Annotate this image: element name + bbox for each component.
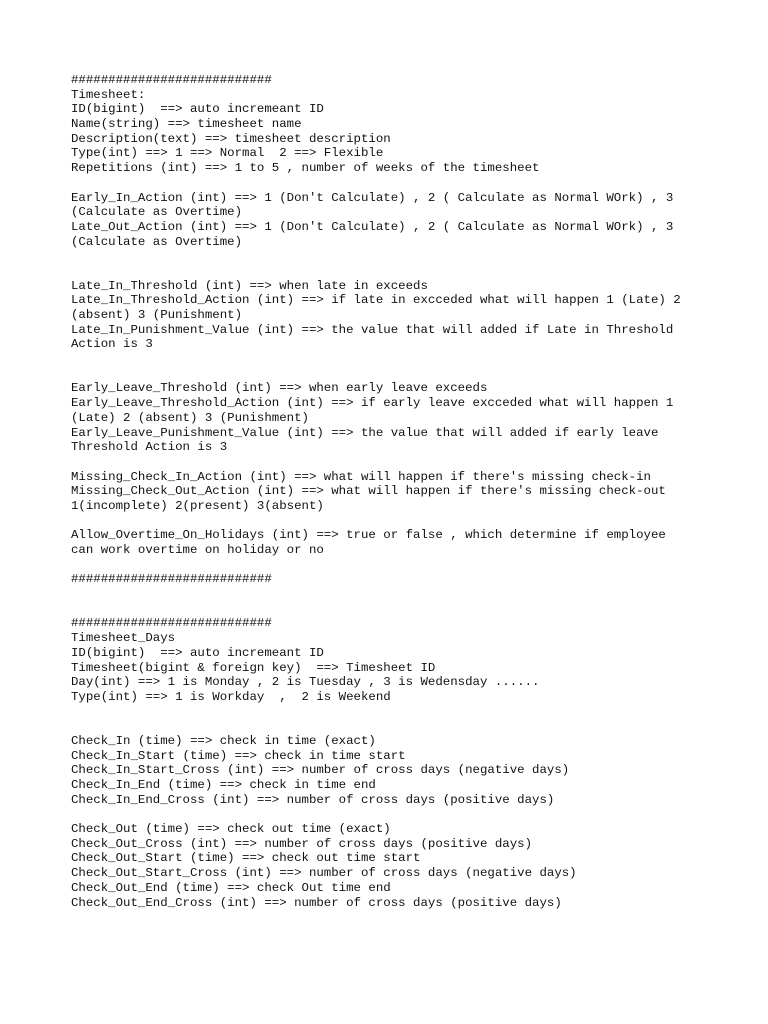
blank-line [71,719,731,734]
field-missing-check-out-action: Missing_Check_Out_Action (int) ==> what will happen if there's missing check-out [71,484,666,499]
blank-line [71,558,731,573]
separator-line: ########################### [71,73,272,87]
field-check-in-end: Check_In_End (time) ==> check in time end [71,778,376,792]
field-late-in-punishment-value: Late_In_Punishment_Value (int) ==> the value that will added if Late in Threshold [71,322,674,337]
field-late-out-action-cont: (Calculate as Overtime) [71,234,243,249]
field-missing-check-out-action-cont: 1(incomplete) 2(present) 3(absent) [71,498,324,513]
field-description: Description(text) ==> timesheet description [71,131,391,146]
blank-line [71,807,731,822]
field-early-leave-threshold: Early_Leave_Threshold (int) ==> when early leave exceeds [71,381,488,396]
blank-line [71,587,731,602]
field-days-day: Day(int) ==> 1 is Monday , 2 is Tuesday , 3 is Wedensday ...... [71,675,540,690]
blank-line [71,264,731,279]
field-late-out-action: Late_Out_Action (int) ==> 1 (Don't Calculate) , 2 ( Calculate as Normal WOrk) , 3 [71,219,674,234]
field-missing-check-in-action: Missing_Check_In_Action (int) ==> what will happen if there's missing check-in [71,469,651,484]
field-check-in: Check_In (time) ==> check in time (exact) [71,733,376,748]
blank-line [71,455,731,470]
field-early-leave-threshold-action: Early_Leave_Threshold_Action (int) ==> if early leave excceded what will happen 1 [71,396,674,411]
field-late-in-threshold: Late_In_Threshold (int) ==> when late in exceeds [71,278,428,293]
field-check-out-start: Check_Out_Start (time) ==> check out time start [71,851,421,866]
field-check-out-end-cross: Check_Out_End_Cross (int) ==> number of cross days (positive days) [71,895,562,910]
section-title-timesheet-days: Timesheet_Days [71,631,176,646]
field-late-in-threshold-action: Late_In_Threshold_Action (int) ==> if late in excceded what will happen 1 (Late) 2 [71,293,681,308]
field-check-in-end-cross: Check_In_End_Cross (int) ==> number of cross days (positive days) [71,792,555,807]
field-late-in-threshold-action-cont: (absent) 3 (Punishment) [71,308,243,322]
field-early-in-action: Early_In_Action (int) ==> 1 (Don't Calculate) , 2 ( Calculate as Normal WOrk) , 3 [71,190,674,205]
field-check-out-cross: Check_Out_Cross (int) ==> number of cross days (positive days) [71,836,533,851]
field-check-in-start: Check_In_Start (time) ==> check in time start [71,748,406,763]
blank-line [71,705,731,720]
blank-line [71,514,731,529]
field-early-leave-punishment-value-cont: Threshold Action is 3 [71,440,228,455]
field-check-out-start-cross: Check_Out_Start_Cross (int) ==> number of cross days (negative days) [71,866,577,881]
blank-line [71,367,731,382]
separator-line: ########################### [71,616,272,631]
field-allow-overtime-on-holidays-cont: can work overtime on holiday or no [71,543,324,557]
field-early-in-action-cont: (Calculate as Overtime) [71,205,243,220]
field-allow-overtime-on-holidays: Allow_Overtime_On_Holidays (int) ==> true or false , which determine if employee [71,528,666,543]
field-check-in-start-cross: Check_In_Start_Cross (int) ==> number of cross days (negative days) [71,763,570,778]
field-repetitions: Repetitions (int) ==> 1 to 5 , number of weeks of the timesheet [71,161,540,176]
blank-line [71,249,731,264]
field-days-type: Type(int) ==> 1 is Workday , 2 is Weekend [71,689,391,704]
field-id: ID(bigint) ==> auto incremeant ID [71,102,324,117]
field-check-out: Check_Out (time) ==> check out time (exact) [71,822,391,837]
field-type: Type(int) ==> 1 ==> Normal 2 ==> Flexible [71,146,384,161]
field-days-timesheet: Timesheet(bigint & foreign key) ==> Timesheet ID [71,660,436,675]
document-page [71,73,731,910]
field-days-id: ID(bigint) ==> auto incremeant ID [71,645,324,660]
blank-line [71,176,731,191]
field-early-leave-punishment-value: Early_Leave_Punishment_Value (int) ==> the value that will added if early leave [71,425,659,440]
blank-line [71,352,731,367]
field-name: Name(string) ==> timesheet name [71,117,302,132]
section-title-timesheet: Timesheet: [71,87,146,102]
field-check-out-end: Check_Out_End (time) ==> check Out time end [71,880,391,895]
blank-line [71,602,731,617]
field-early-leave-threshold-action-cont: (Late) 2 (absent) 3 (Punishment) [71,410,309,425]
field-late-in-punishment-value-cont: Action is 3 [71,337,153,352]
separator-line: ########################### [71,572,272,587]
